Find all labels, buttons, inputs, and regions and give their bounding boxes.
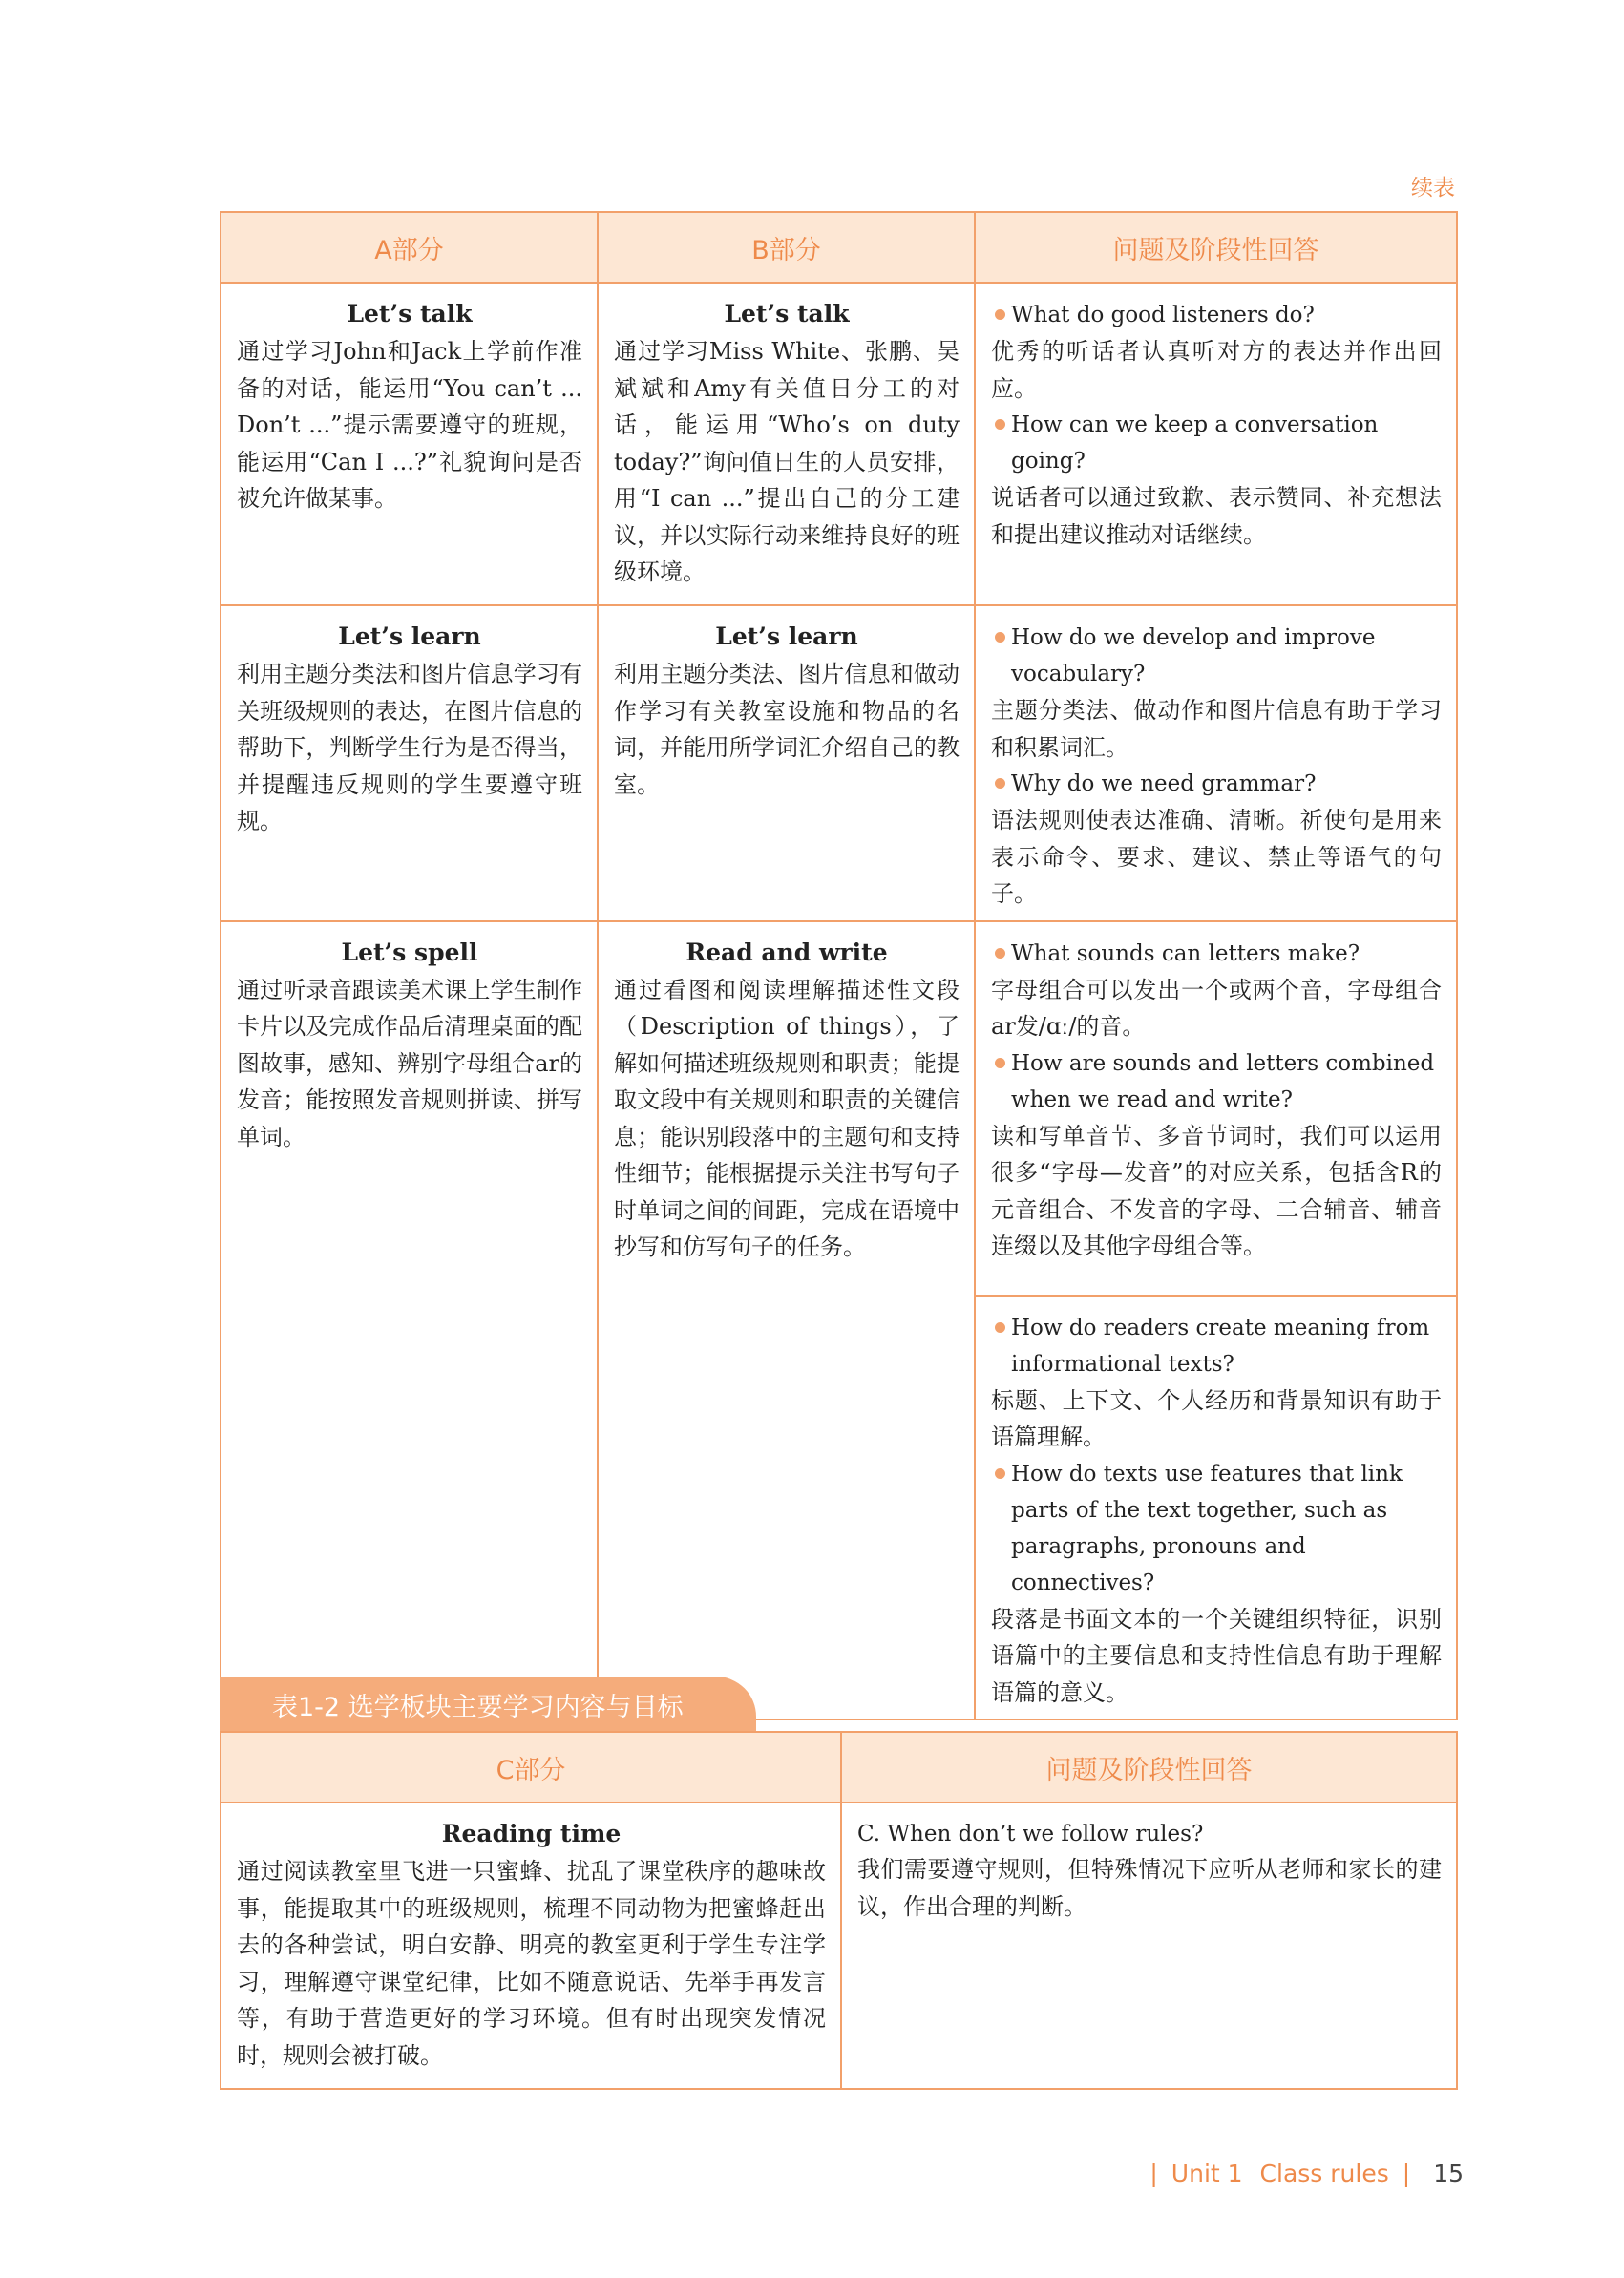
question-item (991, 936, 1442, 972)
cell-body: 通过听录音跟读美术课上学生制作卡片以及完成作品后清理桌面的配图故事，感知、辨别字母组合ar的发音；能按照发音规则拼读、拼写单词。 (237, 976, 582, 1150)
question-text: How do texts use features that link parts of the text together, such as paragraphs, pronouns and connectives? (1011, 1461, 1403, 1595)
header-part-a: A部分 (221, 212, 598, 283)
answer-text: 语法规则使表达准确、清晰。祈使句是用来表示命令、要求、建议、禁止等语气的句子。 (991, 807, 1442, 907)
cell-qa (975, 921, 1457, 1296)
footer-divider: | (1149, 2160, 1158, 2187)
table-1-header-row (221, 212, 1457, 283)
question-text: Why do we need grammar? (1011, 771, 1317, 796)
cell-title: Let’s learn (338, 622, 481, 650)
question-text: How are sounds and letters combined when we read and write? (1011, 1050, 1435, 1112)
bullet-icon (995, 778, 1005, 789)
cell-title: Let’s talk (347, 300, 473, 327)
table-row (221, 921, 1457, 1296)
footer-unit: Unit 1 (1171, 2160, 1243, 2187)
question-text: How do readers create meaning from informational texts? (1011, 1315, 1430, 1377)
bullet-icon (995, 632, 1005, 643)
table-2-header-row (221, 1732, 1457, 1803)
bullet-icon (995, 1058, 1005, 1068)
cell-body: 通过看图和阅读理解描述性文段（Description of things），了解如何描述班级规则和职责；能提取文段中有关规则和职责的关键信息；能识别段落中的主题句和支持性细节；能根据提示关注书写句子时单词之间的间距，完成在语境中抄写和仿写句子的任务。 (614, 976, 960, 1260)
table-1 (220, 211, 1458, 1720)
cell-qa (975, 1296, 1457, 1720)
cell-a (221, 605, 598, 921)
bullet-icon (995, 948, 1005, 959)
question-text: How do we develop and improve vocabulary? (1011, 625, 1376, 686)
question-text: What do good listeners do? (1011, 303, 1315, 327)
cell-qa (841, 1803, 1457, 2089)
cell-body: 利用主题分类法和图片信息学习有关班级规则的表达，在图片信息的帮助下，判断学生行为是否得当，并提醒违反规则的学生要遵守班规。 (237, 661, 582, 834)
cell-b (598, 283, 975, 605)
cell-body: 通过阅读教室里飞进一只蜜蜂、扰乱了课堂秩序的趣味故事，能提取其中的班级规则，梳理不同动物为把蜜蜂赶出去的各种尝试，明白安静、明亮的教室更利于学生专注学习，理解遵守课堂纪律，比如不随意说话、先举手再发言等，有助于营造更好的学习环境。但有时出现突发情况时，规则会被打破。 (237, 1858, 826, 2069)
question-item (991, 407, 1442, 479)
cell-title: Reading time (441, 1820, 622, 1847)
cell-a (221, 283, 598, 605)
table-2-caption: 表1-2 选学板块主要学习内容与目标 (272, 1693, 684, 1722)
answer-text: 段落是书面文本的一个关键组织特征，识别语篇中的主要信息和支持性信息有助于理解语篇的意义。 (991, 1605, 1442, 1706)
bullet-icon (995, 309, 1005, 320)
cell-b (598, 921, 975, 1720)
cell-b (598, 605, 975, 921)
header-questions: 问题及阶段性回答 (975, 212, 1457, 283)
question-item (991, 620, 1442, 692)
answer-text: 优秀的听话者认真听对方的表达并作出回应。 (991, 338, 1442, 402)
footer-title: Class rules (1259, 2160, 1389, 2187)
cell-title: Let’s learn (715, 622, 858, 650)
cell-body: 通过学习Miss White、张鹏、吴斌斌和Amy有关值日分工的对话，能运用“Who’s on duty today?”询问值日生的人员安排，用“I can ...”提出自己的分工建议，并以实际行动来维持良好的班级环境。 (614, 338, 960, 585)
answer-text: 标题、上下文、个人经历和背景知识有助于语篇理解。 (991, 1386, 1442, 1450)
page-number: 15 (1433, 2160, 1464, 2187)
table-row (221, 283, 1457, 605)
cell-qa (975, 605, 1457, 921)
answer-text: 主题分类法、做动作和图片信息有助于学习和积累词汇。 (991, 697, 1442, 761)
question-text: C. When don’t we follow rules? (857, 1822, 1204, 1846)
question-item (991, 297, 1442, 333)
answer-text: 字母组合可以发出一个或两个音，字母组合ar发/ɑː/的音。 (991, 976, 1442, 1040)
header-part-b: B部分 (598, 212, 975, 283)
question-item (991, 1310, 1442, 1382)
answer-text: 我们需要遵守规则，但特殊情况下应听从老师和家长的建议，作出合理的判断。 (857, 1856, 1442, 1920)
table-2-caption-tab (220, 1677, 756, 1731)
bullet-icon (995, 419, 1005, 430)
cell-title: Let’s talk (724, 300, 850, 327)
cell-a (221, 921, 598, 1720)
answer-text: 读和写单音节、多音节词时，我们可以运用很多“字母—发音”的对应关系，包括含R的元音组合、不发音的字母、二合辅音、辅音连缀以及其他字母组合等。 (991, 1122, 1442, 1259)
bullet-icon (995, 1322, 1005, 1333)
cell-body: 利用主题分类法、图片信息和做动作学习有关教室设施和物品的名词，并能用所学词汇介绍自己的教室。 (614, 661, 960, 798)
cell-c (221, 1803, 841, 2089)
table-2 (220, 1731, 1458, 2090)
question-item (991, 1456, 1442, 1601)
footer-divider: | (1402, 2160, 1411, 2187)
header-part-c: C部分 (221, 1732, 841, 1803)
continued-label: 续表 (1411, 176, 1455, 200)
question-item (991, 766, 1442, 802)
page-footer (1136, 2160, 1464, 2187)
question-text: How can we keep a conversation going? (1011, 412, 1379, 474)
question-text: What sounds can letters make? (1011, 940, 1360, 966)
header-questions: 问题及阶段性回答 (841, 1732, 1457, 1803)
cell-title: Read and write (685, 938, 888, 966)
question-item (991, 1045, 1442, 1118)
table-row (221, 1803, 1457, 2089)
table-row (221, 605, 1457, 921)
cell-title: Let’s spell (341, 938, 478, 966)
bullet-icon (995, 1468, 1005, 1479)
answer-text: 说话者可以通过致歉、表示赞同、补充想法和提出建议推动对话继续。 (991, 484, 1442, 548)
cell-body: 通过学习John和Jack上学前作准备的对话，能运用“You can’t ... Don’t ...”提示需要遵守的班规，能运用“Can I ...?”礼貌询问是否被允许做某事。 (237, 338, 582, 512)
cell-qa (975, 283, 1457, 605)
